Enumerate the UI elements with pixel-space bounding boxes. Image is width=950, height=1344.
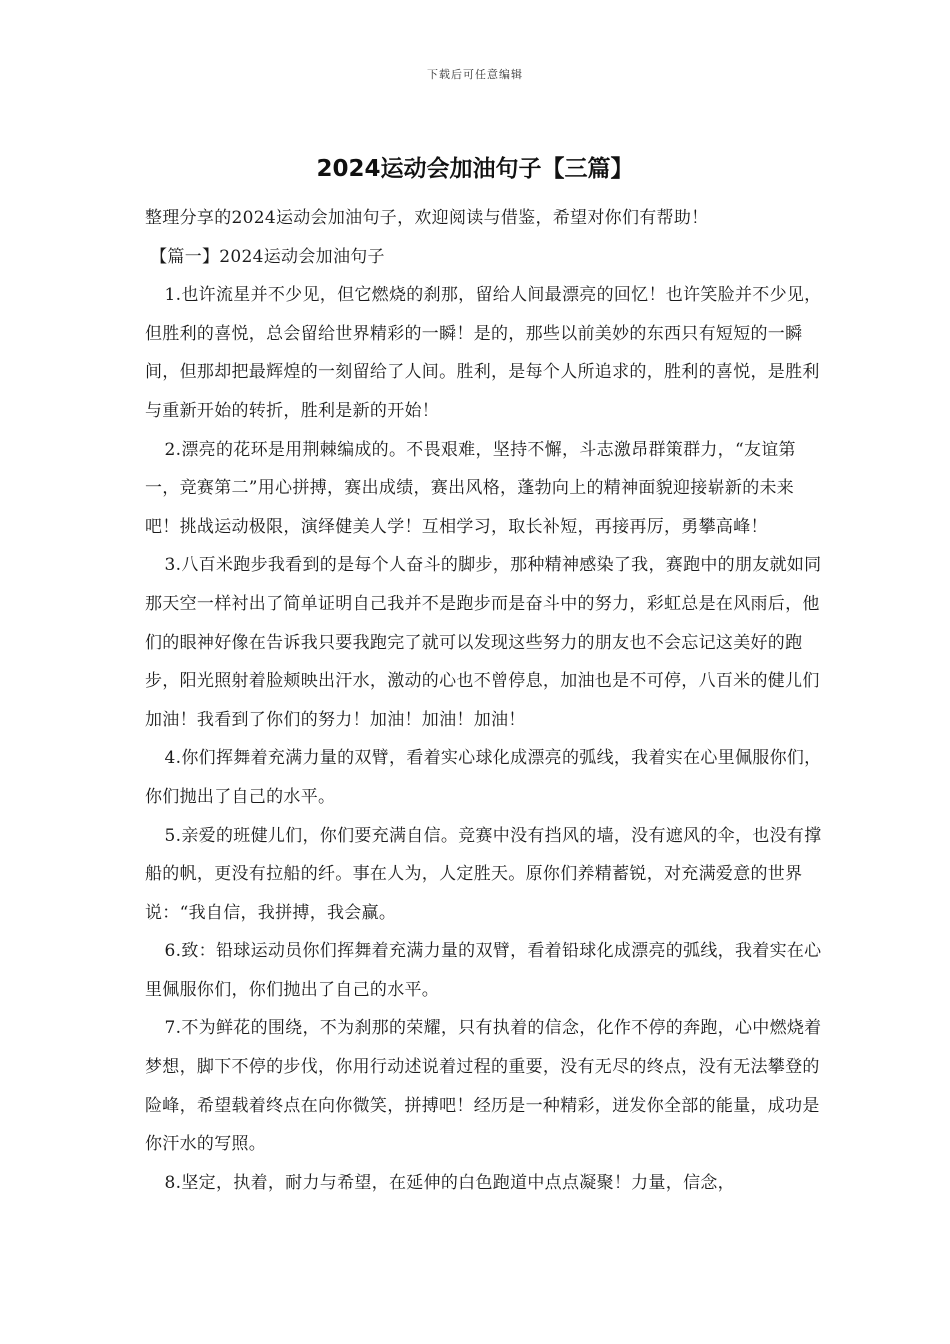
list-item: 8.坚定，执着，耐力与希望，在延伸的白色跑道中点点凝聚！力量，信念， — [164, 1172, 735, 1193]
list-item: 2.漂亮的花环是用荆棘编成的。不畏艰难，坚持不懈，斗志激昂群策群力，“友谊第一，竞赛第二”用心拼搏，赛出成绩，赛出风格，蓬勃向上的精神面貌迎接崭新的未来吧！挑战运动极限，演绎健美人学！互相学习，取长补短，再接再厉，勇攀高峰！ — [145, 439, 796, 537]
list-item: 6.致：铅球运动员你们挥舞着充满力量的双臂，看着铅球化成漂亮的弧线，我着实在心里佩服你们，你们抛出了自己的水平。 — [145, 941, 822, 1000]
list-item: 4.你们挥舞着充满力量的双臂，看着实心球化成漂亮的弧线，我着实在心里佩服你们，你们抛出了自己的水平。 — [145, 748, 822, 807]
list-item: 7.不为鲜花的围绕，不为刹那的荣耀，只有执着的信念，化作不停的奔跑，心中燃烧着梦想，脚下不停的步伐，你用行动述说着过程的重要，没有无尽的终点，没有无法攀登的险峰，希望载着终点在向你微笑，拼搏吧！经历是一种精彩，迸发你全部的能量，成功是你汗水的写照。 — [145, 1018, 822, 1155]
list-item: 3.八百米跑步我看到的是每个人奋斗的脚步，那种精神感染了我，赛跑中的朋友就如同那天空一样衬出了简单证明自己我并不是跑步而是奋斗中的努力，彩虹总是在风雨后，他们的眼神好像在告诉我只要我跑完了就可以发现这些努力的朋友也不会忘记这美好的跑步，阳光照射着脸颊映出汗水，激动的心也不曾停息，加油也是不可停，八百米的健儿们加油！我看到了你们的努力！加油！加油！加油！ — [145, 555, 822, 730]
section-heading: 【篇一】2024运动会加油句子 — [150, 246, 385, 267]
list-item: 1.也许流星并不少见，但它燃烧的刹那，留给人间最漂亮的回忆！也许笑脸并不少见，但胜利的喜悦，总会留给世界精彩的一瞬！是的，那些以前美妙的东西只有短短的一瞬间，但那却把最辉煌的一刻留给了人间。胜利，是每个人所追求的，胜利的喜悦，是胜利与重新开始的转折，胜利是新的开始！ — [145, 285, 822, 421]
document-title: 2024运动会加油句子【三篇】 — [316, 156, 634, 182]
document-body — [145, 199, 825, 1202]
header-note: 下载后可任意编辑 — [427, 68, 523, 81]
list-item: 5.亲爱的班健儿们，你们要充满自信。竞赛中没有挡风的墙，没有遮风的伞，也没有撑船的帆，更没有拉船的纤。事在人为，人定胜天。原你们养精蓄锐，对充满爱意的世界说：“我自信，我拼搏，我会赢。 — [145, 825, 822, 923]
intro-paragraph: 整理分享的2024运动会加油句子，欢迎阅读与借鉴，希望对你们有帮助！ — [145, 208, 709, 228]
